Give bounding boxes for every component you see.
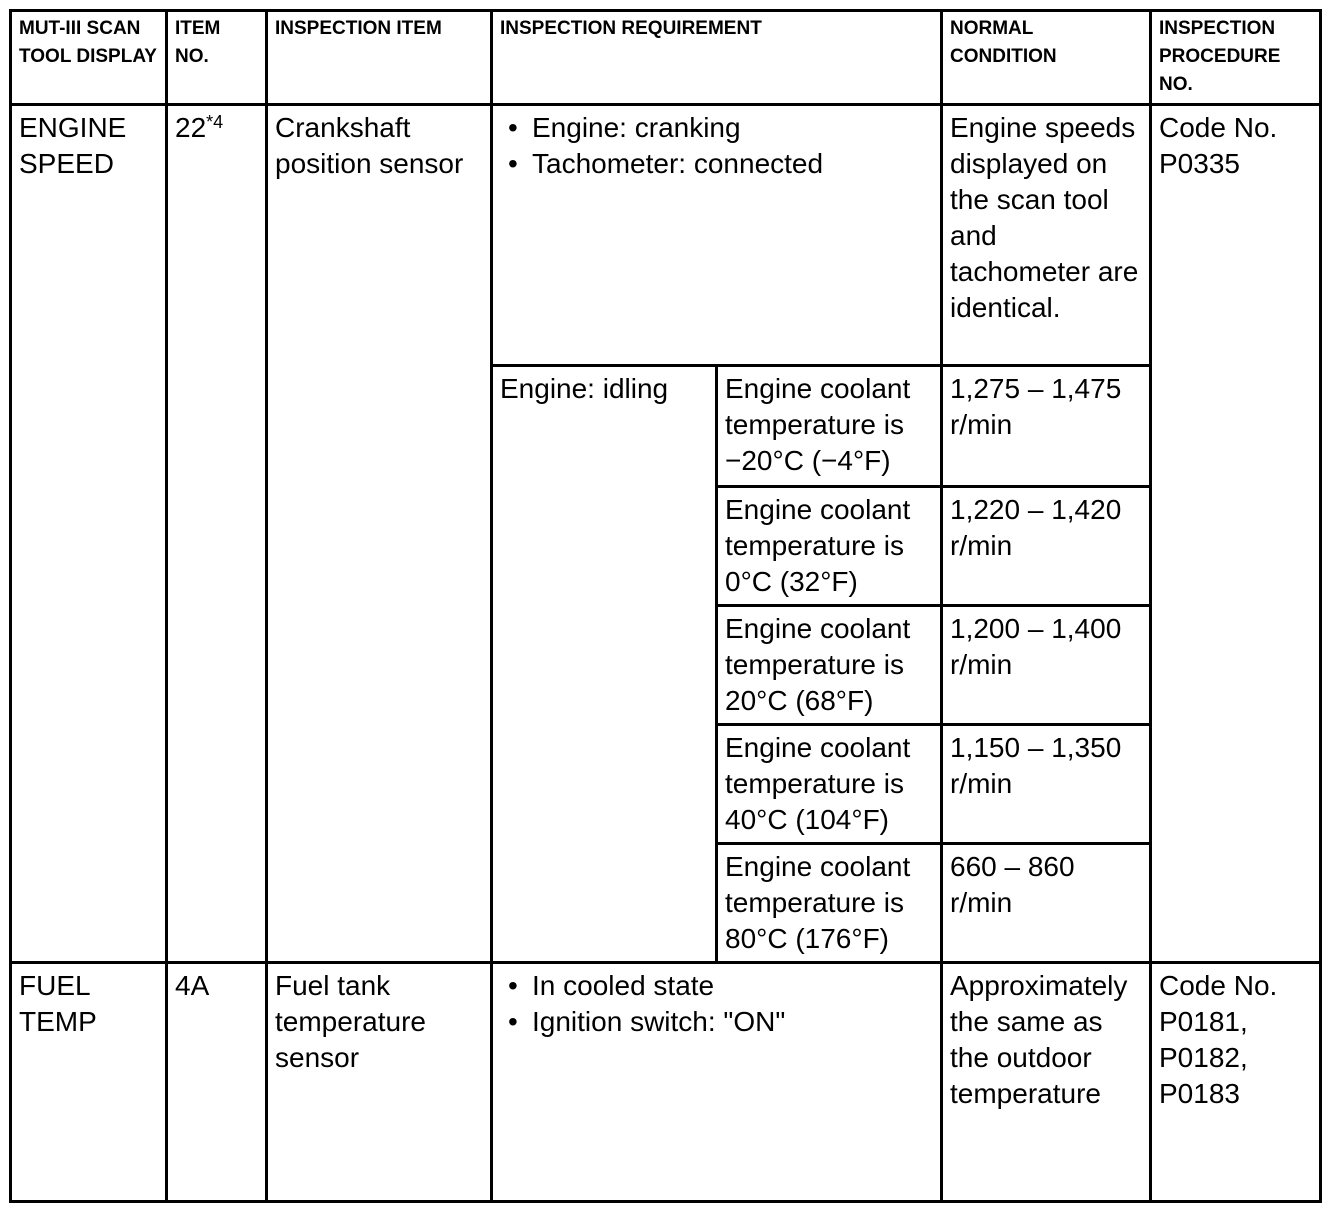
idle-speed-range: 660 – 860 r/min — [942, 844, 1151, 963]
coolant-condition: Engine coolant temperature is 0°C (32°F) — [717, 487, 942, 606]
footnote-mark: *4 — [206, 112, 224, 132]
engine-speed-cranking-normal: Engine speeds displayed on the scan tool and tachometer are identical. — [942, 105, 1151, 366]
idle-speed-range: 1,220 – 1,420 r/min — [942, 487, 1151, 606]
header-display: MUT-III SCAN TOOL DISPLAY — [11, 11, 167, 105]
item-no-value: 22 — [175, 112, 207, 143]
header-inspection-requirement: INSPECTION REQUIREMENT — [492, 11, 942, 105]
header-item-no: ITEM NO. — [167, 11, 267, 105]
header-inspection-item: INSPECTION ITEM — [267, 11, 492, 105]
header-row — [11, 11, 1321, 105]
coolant-condition: Engine coolant temperature is 40°C (104°F) — [717, 725, 942, 844]
fuel-temp-item-no: 4A — [167, 963, 267, 1202]
coolant-condition: Engine coolant temperature is 80°C (176°F) — [717, 844, 942, 963]
engine-speed-inspection-item: Crankshaft position sensor — [267, 105, 492, 963]
idle-speed-range: 1,200 – 1,400 r/min — [942, 606, 1151, 725]
engine-speed-procedure-no: Code No. P0335 — [1151, 105, 1321, 963]
idle-speed-range: 1,275 – 1,475 r/min — [942, 366, 1151, 487]
engine-speed-cranking-requirements — [492, 105, 942, 366]
engine-speed-item-no — [167, 105, 267, 963]
list-item: • Ignition switch: "ON" — [500, 1004, 933, 1040]
fuel-temp-procedure-no: Code No. P0181, P0182, P0183 — [1151, 963, 1321, 1202]
requirement-list — [500, 968, 933, 1040]
table-row — [11, 105, 1321, 366]
list-item: • Tachometer: connected — [500, 146, 933, 182]
fuel-temp-display: FUEL TEMP — [11, 963, 167, 1202]
coolant-condition: Engine coolant temperature is −20°C (−4°F) — [717, 366, 942, 487]
engine-speed-display: ENGINE SPEED — [11, 105, 167, 963]
coolant-condition: Engine coolant temperature is 20°C (68°F) — [717, 606, 942, 725]
header-procedure-no: INSPECTION PROCEDURE NO. — [1151, 11, 1321, 105]
list-item: • In cooled state — [500, 968, 933, 1004]
requirement-list — [500, 110, 933, 182]
idle-speed-range: 1,150 – 1,350 r/min — [942, 725, 1151, 844]
list-item: • Engine: cranking — [500, 110, 933, 146]
table-row — [11, 963, 1321, 1202]
engine-idling-label: Engine: idling — [492, 366, 717, 963]
fuel-temp-normal: Approximately the same as the outdoor temperature — [942, 963, 1151, 1202]
fuel-temp-requirements — [492, 963, 942, 1202]
inspection-table — [9, 9, 1322, 1203]
header-normal-condition: NORMAL CONDITION — [942, 11, 1151, 105]
fuel-temp-inspection-item: Fuel tank temperature sensor — [267, 963, 492, 1202]
